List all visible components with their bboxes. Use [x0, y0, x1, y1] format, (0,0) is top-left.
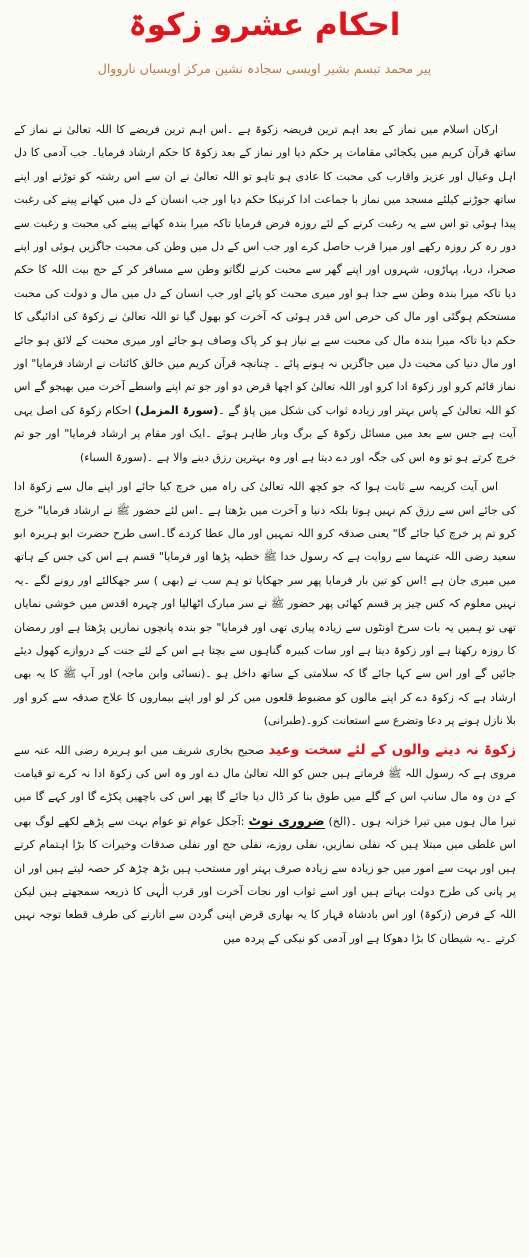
paragraph-warning-text: صحیح بخاری شریف میں ابو ہریرہ رضی اللہ عنہ سے مروی ہے کہ رسول اللہ ﷺ فرماتے ہیں جس کو اللہ تعالیٰ مال دے اور وہ اس کی زکوۃ ادا نہ کرے تو قیامت کے دن وہ مال سانپ اس کے گلے میں طوق بنا کر ڈال دیا جائے گا پھر اس کی باچھیں پکڑے گا اور کہے گا میں تیرا مال ہوں میں تیرا خزانہ ہوں ۔ — [14, 743, 516, 828]
reference-nasai: (نسائی وابن ماجہ) — [116, 667, 206, 681]
important-note-label: ضروری نوٹ — [248, 812, 325, 828]
paragraph-intro-tail: احکام زکوۃ کی اصل یہی آیت ہے جس سے بعد میں مسائل زکوۃ کے برگ وبار ظاہر ہوئے ۔ایک اور مقام پر ارشاد فرمایا" اور جو تم خرچ کرتے ہو تو وہ اس کی جگہ اور دے دیتا ہے اور وہ بہترین رزق دینے والا ہے ۔ — [14, 403, 516, 464]
reference-tabarani: (طبرانی) — [263, 714, 306, 728]
paragraph-intro — [14, 118, 516, 469]
article-body — [14, 118, 516, 956]
author-line: پیر محمد تبسم بشیر اویسی سجادہ نشین مرکز اویسیاں نارووال — [97, 61, 432, 76]
paragraph-warning — [14, 739, 516, 951]
paragraph-hadith — [14, 475, 516, 732]
paragraph-hadith-text: اس آیت کریمہ سے ثابت ہوا کہ جو کچھ اللہ تعالیٰ کی راہ میں خرچ کیا جائے اور اپنے مال سے زکوۃ ادا کی جائے اس سے رزق کم نہیں ہوتا بلکہ دنیا و آخرت میں بڑھتا ہے ۔اس لئے حضور ﷺ نے ارشاد فرمایا" خرچ کرو تم پر خرچ کیا جائے گا" یعنی صدقہ کرو اللہ تمہیں اور مال عطا کردے گا۔اسی طرح حضرت ابو ہریرہ ابو سعید رضی اللہ عنہما سے روایت ہے کہ رسول خدا ﷺ خطبہ پڑھا اور فرمایا" قسم ہے اس کی جس کے ہاتھ میں میری جان ہے !اس کو تین بار فرمایا پھر سر جھکایا تو ہم سب نے (بھی ) سر جھکالئے اور رونے لگے ۔یہ نہیں معلوم کہ کس چیز پر قسم کھائی پھر حضور ﷺ نے سر مبارک اٹھالیا اور چہرہ اقدس میں خوشی نمایاں تھی تو ہمیں یہ بات سرخ اونٹوں سے زیادہ پیاری تھی اور فرمایا" جو بندہ پانچوں نمازیں پڑھتا ہے اور رمضان کا روزہ رکھتا ہے اور زکوۃ دیتا ہے اور سات کبیرہ گناہوں سے بچتا ہے اس کے لئے جنت کے دروازے کھول دیئے جائیں گے اور اس سے کہا جائے گا کہ سلامتی کے ساتھ داخل ہو ۔ — [14, 480, 516, 681]
section-heading-warning: زکوۃ نہ دینے والوں کے لئے سخت وعید — [268, 741, 517, 758]
important-note-text: :آجکل عوام تو عوام بہت سے پڑھے لکھے لوگ بھی اس غلطی میں مبتلا ہیں کہ نفلی نمازیں، نفلی روزے، نفلی حج اور نفلی صدقات وخیرات کا بڑا اہتمام کرتے ہیں اور بہت سے امور میں جو زیادہ سے زیادہ صرف بہتر اور مستحب ہیں بڑھ چڑھ کر حصہ لیتے ہیں اور ان پر پانی کی طرح دولت بہاتے ہیں اور اسے ثواب اور نجات آخرت اور قرب الٰہی کا ذریعہ سمجھتے ہیں لیکن اللہ کے فرض (زکوۃ) اور اس بادشاہ قہار کا یہ بھاری قرض اپنی گردن سے اتارنے کی طرف قطعا توجہ نہیں کرتے ۔یہ شیطان کا بڑا دھوکا ہے اور آدمی کو نیکی کے پردہ میں — [14, 814, 516, 945]
page-title: احکام عشرو زکوۃ — [128, 7, 401, 43]
paragraph-intro-text: ارکان اسلام میں نماز کے بعد اہم ترین فریضہ زکوۃ ہے ۔اس اہم ترین فریضے کا اللہ تعالیٰ نے نماز کے ساتھ قرآن کریم میں یکجائی مقامات پر حکم دیا اور نماز کے بعد زکوۃ کا حکم ارشاد فرمایا۔ جب آدمی کا دل اہل وعیال اور عزیز واقارب کی محبت کا عادی ہو تاہو تو اللہ تعالیٰ نے ان سے اس رشتہ کو توڑنے اور اپنے ساتھ جوڑنے کیلئے مسجد میں نماز با جماعت ادا کرنیکا حکم دیا اور جب انسان کے دل میں کھانے پینے کی رغبت پیدا ہوئی تو اس سے یہ رغبت کرنے کے لئے روزہ فرض فرمایا تاکہ میرا بندہ کھانے پینے کی محبت و رغبت سے دور رہ کر روزہ رکھے اور میرا قرب حاصل کرے اور جب اس کے دل میں وطن کی محبت جاگزیں ہوئی اور اپنے صحرا، دریا، پہاڑوں، شہروں اور اپنے گھر سے محبت کرنے لگاتو وطن سے مسافر کر کے حج بیت اللہ کا حکم دیا تاکہ میرا بندہ وطن سے جدا ہو اور میری محبت کو پائے اور جب انسان کے دل میں مال و دولت کی محبت مستحکم ہوگئی اور مال کی حرص اس قدر ہوئی کہ آخرت کو بھول گیا تو اللہ تعالیٰ نے زکوۃ کی ادائیگی کا حکم دیا تاکہ میرا بندہ مال کی محبت سے بے نیاز ہو کر پاک وصاف ہو جائے اور میری محبت کے لائق ہو جائے اور مال دنیا کی محبت دل میں جاگزیں نہ ہونے پائے ۔ چنانچہ قرآن کریم میں خالق کائنات نے ارشاد فرمایا" اور نماز قائم کرو اور زکوۃ ادا کرو اور اللہ تعالیٰ کو اچھا قرض دو اور جو تم اپنے واسطے آخرت میں بھیجو گے اس کو اللہ تعالیٰ کے پاس بہتر اور زیادہ ثواب کی شکل میں پاؤ گے ۔ — [14, 123, 516, 417]
reference-saba: (سورۃ السباء) — [79, 450, 147, 464]
paragraph-hadith-tail: اور آپ ﷺ کا یہ بھی ارشاد ہے کہ زکوۃ دے کر اپنے مالوں کو مضبوط قلعوں میں کر لو اور اپنے بیماروں کا علاج صدقہ سے کرو اور بلا نازل ہونے پر دعا وتضرع سے استعانت کرو۔ — [14, 667, 516, 728]
reference-ilakh: (الخ) — [328, 814, 351, 828]
reference-muzammil: (سورۃ المزمل) — [134, 403, 219, 417]
